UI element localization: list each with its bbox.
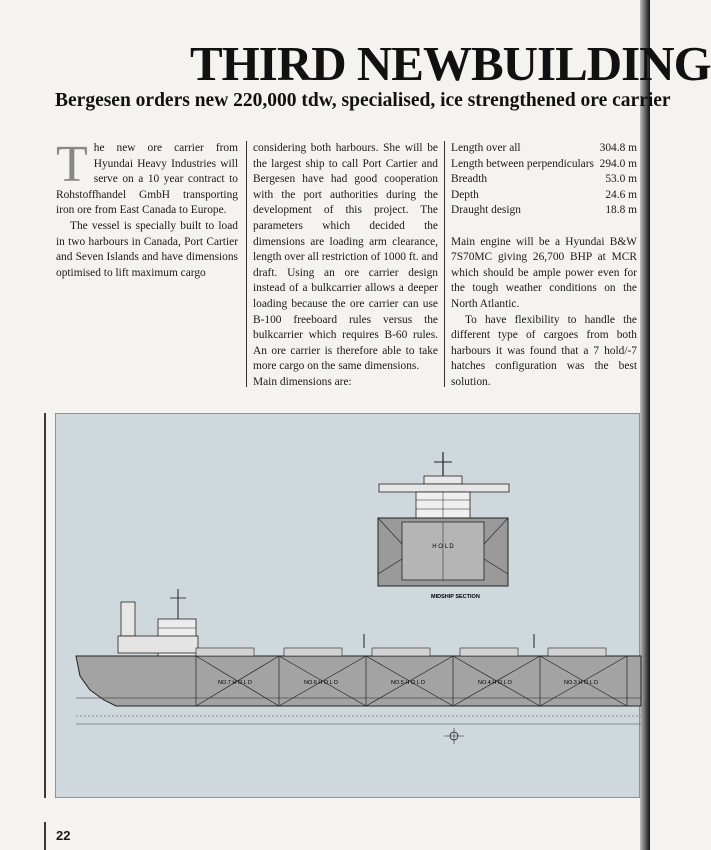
paragraph: Main engine will be a Hyundai B&W 7S70MC giving 26,700 BHP at MCR which should be ample power even for the tough weather conditions on the North Atlantic. (451, 235, 637, 310)
dimension-label: Breadth (451, 173, 488, 186)
section-hold-label: H O L D (432, 544, 454, 550)
drop-cap: T (56, 136, 88, 193)
dimension-label: Length over all (451, 142, 521, 154)
page-title: THIRD NEWBUILDING (190, 36, 711, 91)
page-spine-shadow (640, 0, 650, 850)
ore-carrier-profile-drawing (56, 414, 641, 799)
dimension-row (451, 188, 637, 204)
article-column-2 (253, 141, 438, 391)
dimension-value: 304.8 m (599, 142, 637, 154)
paragraph: The vessel is specially built to load in two harbours in Canada, Port Cartier and Seven Islands and have dimensions optimised to lift maximum cargo (56, 219, 238, 279)
midship-section-label: MIDSHIP SECTION (431, 594, 480, 600)
dimension-row (451, 141, 637, 157)
column-divider (444, 141, 445, 387)
column-divider (246, 141, 247, 387)
dimension-row (451, 203, 637, 219)
dimension-value: 53.0 m (605, 173, 637, 186)
dimension-label: Length between perpendiculars (451, 157, 594, 170)
midship-section (378, 452, 509, 600)
left-rule-footer (44, 822, 46, 850)
paragraph: he new ore carrier from Hyundai Heavy Industries will serve on a 10 year contract to Rohstoffhandel GmbH transporting iron ore from East Canada to Europe. (56, 142, 238, 217)
page-number: 22 (56, 828, 71, 843)
hold-label: NO.4 H O L D (478, 680, 513, 686)
paragraph: To have flexibility to handle the different type of cargoes from both harbours it was found that a 7 hold/-7 hatches configuration was the best solution. (451, 313, 637, 388)
dimension-value: 294.0 m (599, 157, 637, 170)
dimension-row (451, 157, 637, 173)
hold-label: NO.7 H O L D (218, 680, 253, 686)
paragraph: Main dimensions are: (253, 375, 352, 388)
dimension-label: Depth (451, 188, 479, 201)
ship-profile (76, 589, 641, 744)
hold-label: NO.5 H O L D (391, 680, 426, 686)
paragraph: considering both harbours. She will be the largest ship to call Port Cartier and Bergesen have had good cooperation with the port authorities during the development of this project. The parameters which decided the dimensions are loading arm clearance, length over all restriction of 1000 ft. and draft. Using an ore carrier design instead of a bulkcarrier allows a deeper loading because the ore carrier can use B-100 freeboard rules versus the bulkcarrier which requires B-60 rules. An ore carrier is therefore able to take more cargo on the same dimensions. (253, 142, 438, 373)
left-rule-drawing (44, 413, 46, 798)
dimensions-table (451, 141, 637, 219)
dimension-row (451, 172, 637, 188)
dimension-value: 24.6 m (605, 188, 637, 201)
hold-label: NO.6 H O L D (304, 680, 339, 686)
page-subtitle: Bergesen orders new 220,000 tdw, specialised, ice strengthened ore carrier (55, 90, 671, 111)
dimension-value: 18.8 m (605, 204, 637, 217)
article-column-3 (451, 141, 637, 391)
hold-label: NO.3 H O L D (564, 680, 599, 686)
ship-drawing (55, 413, 640, 798)
article-column-1 (56, 136, 238, 281)
dimension-label: Draught design (451, 204, 521, 217)
